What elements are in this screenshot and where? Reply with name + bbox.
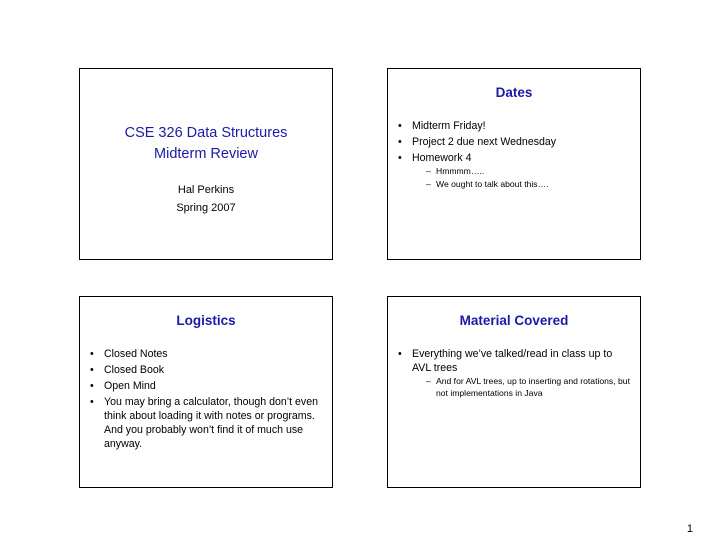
dash-icon: – [426,179,431,189]
bullet-icon: • [90,396,94,408]
logistics-slide [79,296,333,488]
sub-bullet-text: And for AVL trees, up to inserting and rotations, but not implementations in Java [436,376,630,398]
term: Spring 2007 [176,202,236,214]
title-block [80,123,332,217]
sub-bullet-text: We ought to talk about this…. [436,179,549,189]
bullet-item [90,395,322,451]
bullet-list [398,119,630,192]
bullet-text: Open Mind [104,380,156,392]
bullet-icon: • [398,152,402,164]
bullet-list [90,347,322,453]
dash-icon: – [426,376,431,386]
bullet-list [398,347,630,401]
bullet-text: Closed Book [104,364,165,376]
bullet-item [398,119,630,133]
bullet-item [90,363,322,377]
bullet-text: Midterm Friday! [412,120,486,132]
slide-heading: Logistics [176,313,236,328]
bullet-text: Everything we’ve talked/read in class up to AVL trees [412,348,613,374]
bullet-item [398,135,630,149]
bullet-text: Closed Notes [104,348,168,360]
sub-bullet-item [412,178,630,190]
sub-bullet-list [412,165,630,190]
dash-icon: – [426,166,431,176]
slide-heading: Dates [495,85,533,100]
title-slide [79,68,333,260]
bullet-text: You may bring a calculator, though don’t even think about loading it with notes or programs. And you probably won’t find it of much use anyway. [104,396,318,450]
bullet-item [398,151,630,190]
bullet-icon: • [90,348,94,360]
bullet-icon: • [90,380,94,392]
bullet-text: Homework 4 [412,152,472,164]
bullet-icon: • [90,364,94,376]
author-block [80,181,332,217]
presentation-title-line1: CSE 326 Data Structures [124,125,288,141]
presentation-title-line2: Midterm Review [154,146,258,162]
material-covered-slide [387,296,641,488]
sub-bullet-list [412,375,630,399]
bullet-text: Project 2 due next Wednesday [412,136,557,148]
bullet-item [90,379,322,393]
sub-bullet-text: Hmmmm….. [436,166,485,176]
bullet-icon: • [398,348,402,360]
dates-slide [387,68,641,260]
bullet-icon: • [398,136,402,148]
author-name: Hal Perkins [177,184,235,196]
bullet-item [398,347,630,399]
bullet-item [90,347,322,361]
slide-heading: Material Covered [459,313,569,328]
bullet-icon: • [398,120,402,132]
sub-bullet-item [412,375,630,399]
sub-bullet-item [412,165,630,177]
page-number: 1 [686,523,693,535]
